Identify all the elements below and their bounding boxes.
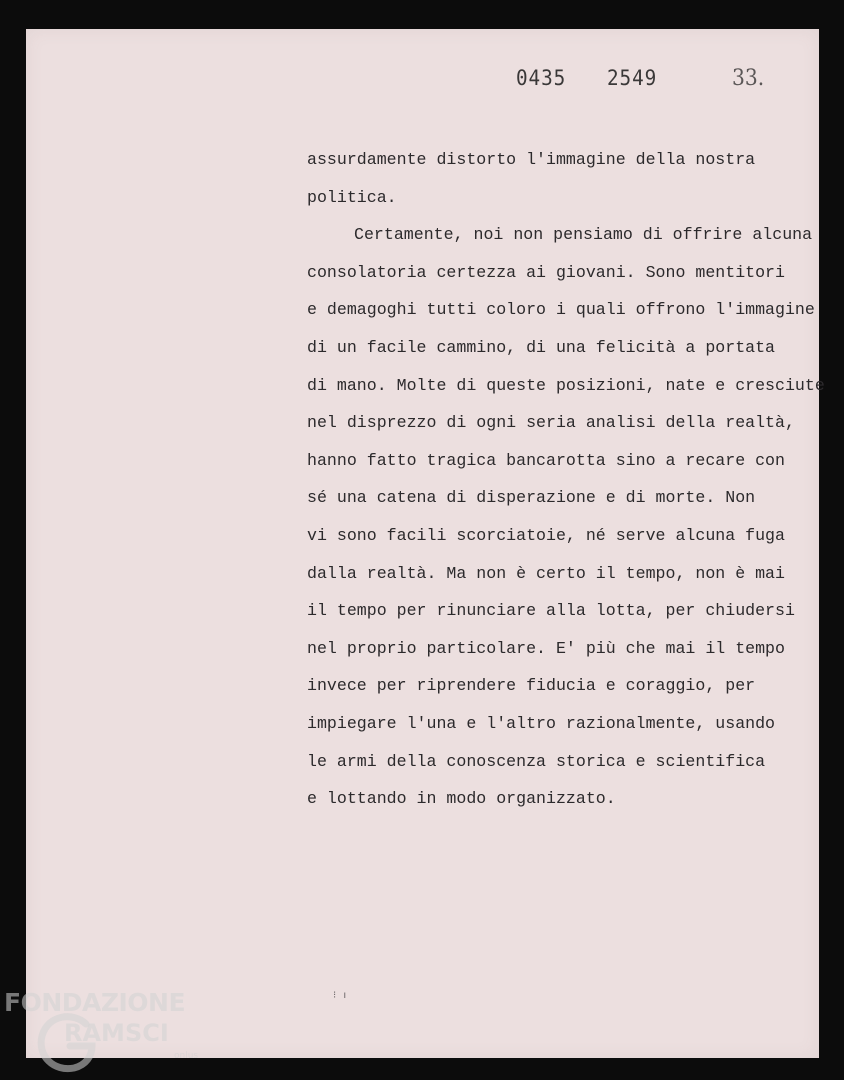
text-line: di un facile cammino, di una felicità a portata <box>307 337 776 357</box>
text-line: il tempo per rinunciare alla lotta, per chiudersi <box>307 601 795 621</box>
text-line: nel proprio particolare. E' più che mai il tempo <box>307 638 785 658</box>
archive-stamp <box>0 66 844 92</box>
text-line: vi sono facili scorciatoie, né serve alcuna fuga <box>307 525 785 545</box>
archive-number-2: 2549 <box>607 66 658 90</box>
text-line: dalla realtà. Ma non è certo il tempo, non è mai <box>307 563 785 583</box>
text-line: sé una catena di disperazione e di morte. Non <box>307 488 756 508</box>
typewritten-text <box>307 145 825 822</box>
text-line: invece per riprendere fiducia e coraggio, per <box>307 676 756 696</box>
text-line: di mano. Molte di queste posizioni, nate e cresciute <box>307 375 825 395</box>
text-line: consolatoria certezza ai giovani. Sono mentitori <box>307 262 785 282</box>
text-line: nel disprezzo di ogni seria analisi della realtà, <box>307 413 795 433</box>
archive-number-1: 0435 <box>516 66 567 90</box>
fondazione-gramsci-watermark <box>4 988 214 1078</box>
page-number: 33. <box>732 66 765 91</box>
text-line: assurdamente distorto l'immagine della nostra <box>307 150 756 169</box>
text-line: e demagoghi tutti coloro i quali offrono l'immagine <box>307 300 815 320</box>
text-line: politica. <box>307 187 397 207</box>
watermark-line-2: RAMSCI <box>64 1019 169 1047</box>
text-line: le armi della conoscenza storica e scientifica <box>307 751 766 771</box>
text-line: hanno fatto tragica bancarotta sino a recare con <box>307 450 785 470</box>
watermark-line-3: onlus <box>174 1051 199 1061</box>
text-line: impiegare l'una e l'altro razionalmente, usando <box>307 713 776 733</box>
text-line-paragraph-start: Certamente, noi non pensiamo di offrire alcuna <box>354 225 813 245</box>
text-line: e lottando in modo organizzato. <box>307 789 616 809</box>
watermark-line-1: FONDAZIONE <box>4 988 186 1017</box>
stray-ink-mark: ⁝ ı <box>333 990 349 1001</box>
